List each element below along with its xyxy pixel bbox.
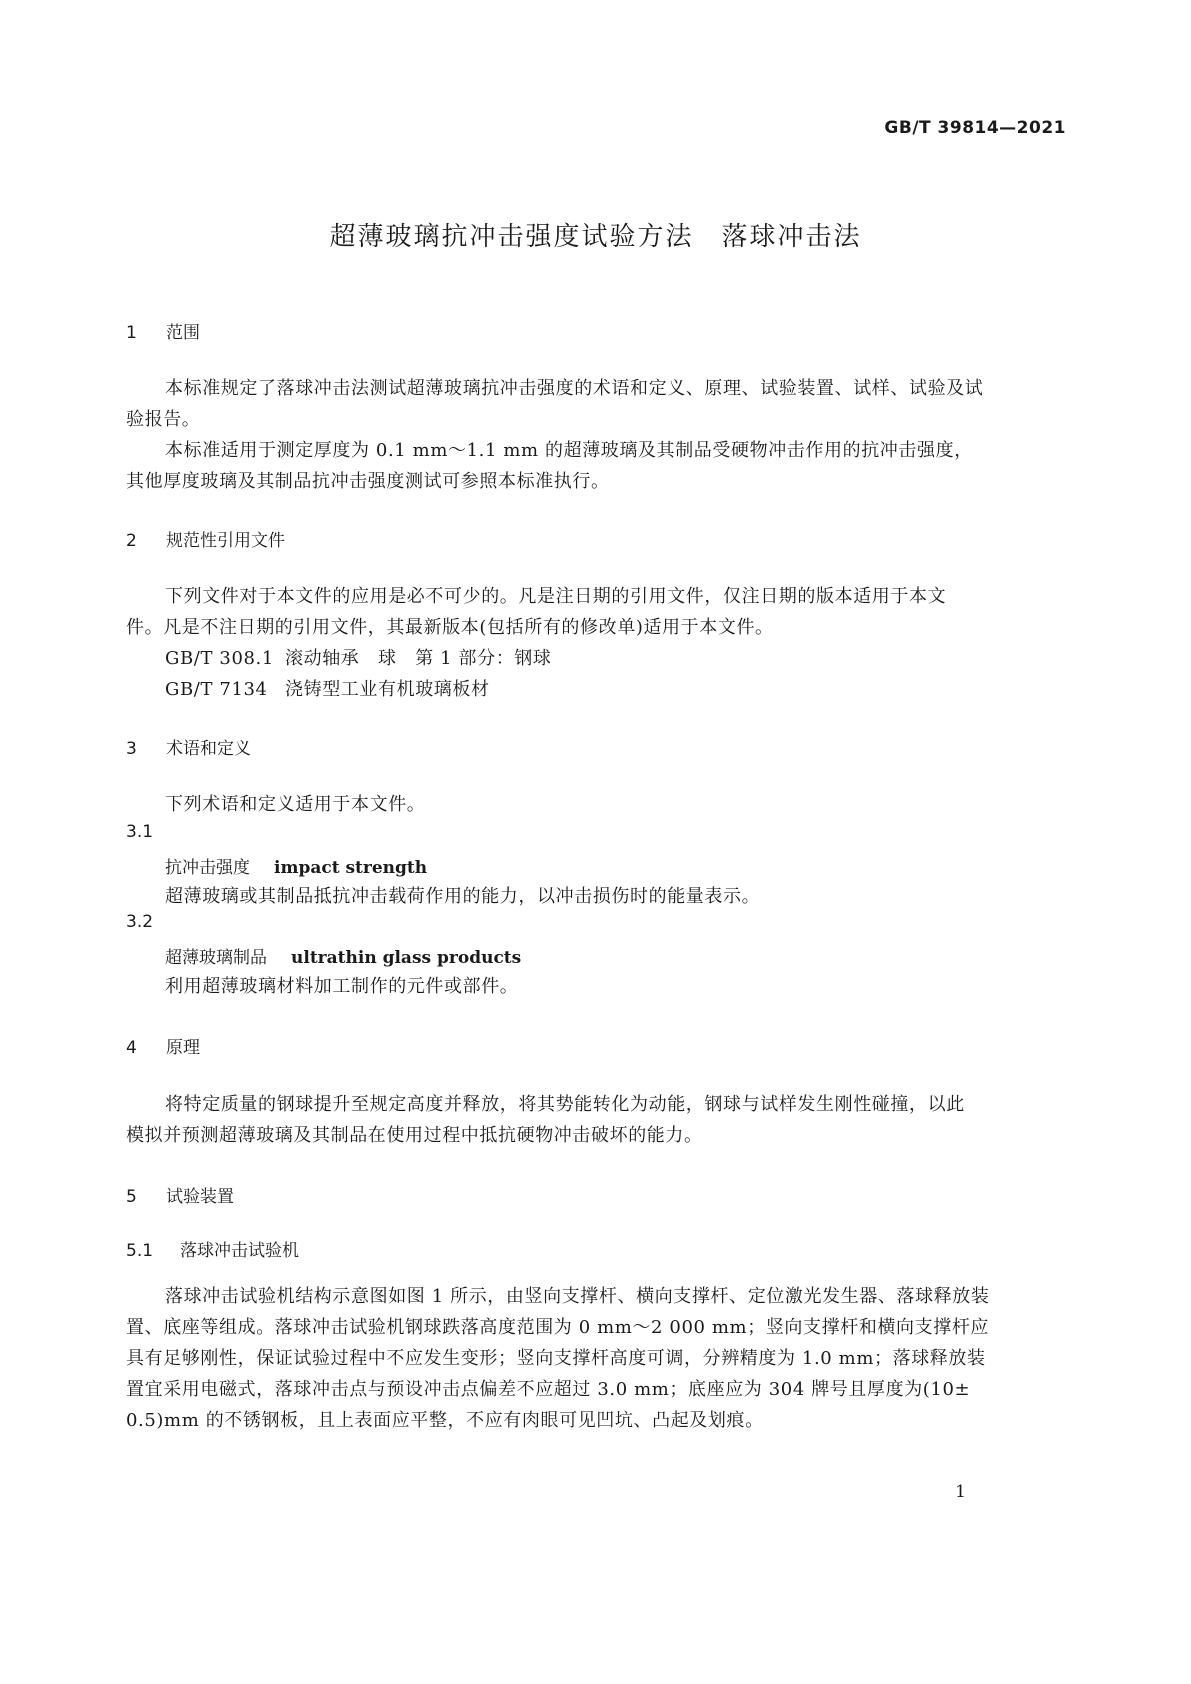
section-4-heading bbox=[126, 1033, 200, 1058]
subsection-number: 5.1 bbox=[126, 1241, 154, 1261]
paragraph-line: 本标准适用于测定厚度为 0.1 mm～1.1 mm 的超薄玻璃及其制品受硬物冲击作用的抗冲击强度， bbox=[165, 440, 973, 461]
normative-reference bbox=[165, 644, 552, 670]
term-number: 3.2 bbox=[126, 912, 154, 932]
section-number: 2 bbox=[126, 531, 137, 551]
paragraph-line: 下列文件对于本文件的应用是必不可少的。凡是注日期的引用文件，仅注日期的版本适用于本文 bbox=[165, 586, 947, 607]
term-en: ultrathin glass products bbox=[291, 948, 522, 968]
page-number: 1 bbox=[955, 1482, 966, 1502]
section-2-heading bbox=[126, 526, 285, 551]
reference-code: GB/T 308.1 bbox=[165, 648, 274, 669]
paragraph-line: 置宜采用电磁式，落球冲击点与预设冲击点偏差不应超过 3.0 mm；底座应为 304 牌号且厚度为(10± bbox=[126, 1379, 971, 1400]
reference-title: 浇铸型工业有机玻璃板材 bbox=[285, 679, 490, 700]
section-number: 5 bbox=[126, 1187, 137, 1207]
paragraph-line: 其他厚度玻璃及其制品抗冲击强度测试可参照本标准执行。 bbox=[126, 471, 610, 492]
section-title: 术语和定义 bbox=[166, 739, 251, 759]
standard-code: GB/T 39814—2021 bbox=[884, 118, 1066, 138]
paragraph-line: 模拟并预测超薄玻璃及其制品在使用过程中抵抗硬物冲击破坏的能力。 bbox=[126, 1125, 703, 1146]
document-title: 超薄玻璃抗冲击强度试验方法 落球冲击法 bbox=[329, 222, 862, 252]
section-title: 试验装置 bbox=[166, 1187, 234, 1207]
section-title: 范围 bbox=[166, 323, 200, 343]
subsection-title: 落球冲击试验机 bbox=[180, 1241, 299, 1261]
term-definition: 超薄玻璃或其制品抵抗冲击载荷作用的能力，以冲击损伤时的能量表示。 bbox=[165, 886, 761, 907]
section-3-heading bbox=[126, 734, 251, 759]
reference-code: GB/T 7134 bbox=[165, 679, 268, 700]
section-number: 3 bbox=[126, 739, 137, 759]
term-entry bbox=[165, 943, 521, 968]
term-number: 3.1 bbox=[126, 822, 154, 842]
section-title: 原理 bbox=[166, 1038, 200, 1058]
section-number: 1 bbox=[126, 323, 137, 343]
subsection-5-1-heading bbox=[126, 1236, 299, 1261]
paragraph-line: 验报告。 bbox=[126, 409, 201, 430]
term-definition: 利用超薄玻璃材料加工制作的元件或部件。 bbox=[165, 976, 519, 997]
section-1-heading bbox=[126, 318, 200, 343]
term-entry bbox=[165, 853, 427, 878]
section-title: 规范性引用文件 bbox=[166, 531, 285, 551]
reference-title: 滚动轴承 球 第 1 部分：钢球 bbox=[285, 648, 552, 669]
paragraph-line: 置、底座等组成。落球冲击试验机钢球跌落高度范围为 0 mm～2 000 mm；竖向支撑杆和横向支撑杆应 bbox=[126, 1317, 990, 1338]
section-number: 4 bbox=[126, 1038, 137, 1058]
paragraph-line: 将特定质量的钢球提升至规定高度并释放，将其势能转化为动能，钢球与试样发生刚性碰撞，以此 bbox=[165, 1094, 965, 1115]
paragraph-line: 下列术语和定义适用于本文件。 bbox=[165, 794, 426, 815]
term-en: impact strength bbox=[274, 858, 428, 878]
normative-reference bbox=[165, 675, 490, 701]
term-zh: 抗冲击强度 bbox=[165, 858, 250, 878]
paragraph-line: 本标准规定了落球冲击法测试超薄玻璃抗冲击强度的术语和定义、原理、试验装置、试样、试验及试 bbox=[165, 378, 984, 399]
paragraph-line: 具有足够刚性，保证试验过程中不应发生变形；竖向支撑杆高度可调，分辨精度为 1.0 mm；落球释放装 bbox=[126, 1348, 986, 1369]
term-zh: 超薄玻璃制品 bbox=[165, 948, 267, 968]
paragraph-line: 落球冲击试验机结构示意图如图 1 所示，由竖向支撑杆、横向支撑杆、定位激光发生器、落球释放装 bbox=[165, 1286, 990, 1307]
paragraph-line: 件。凡是不注日期的引用文件，其最新版本(包括所有的修改单)适用于本文件。 bbox=[126, 617, 774, 638]
paragraph-line: 0.5)mm 的不锈钢板，且上表面应平整，不应有肉眼可见凹坑、凸起及划痕。 bbox=[126, 1410, 764, 1431]
section-5-heading bbox=[126, 1182, 234, 1207]
